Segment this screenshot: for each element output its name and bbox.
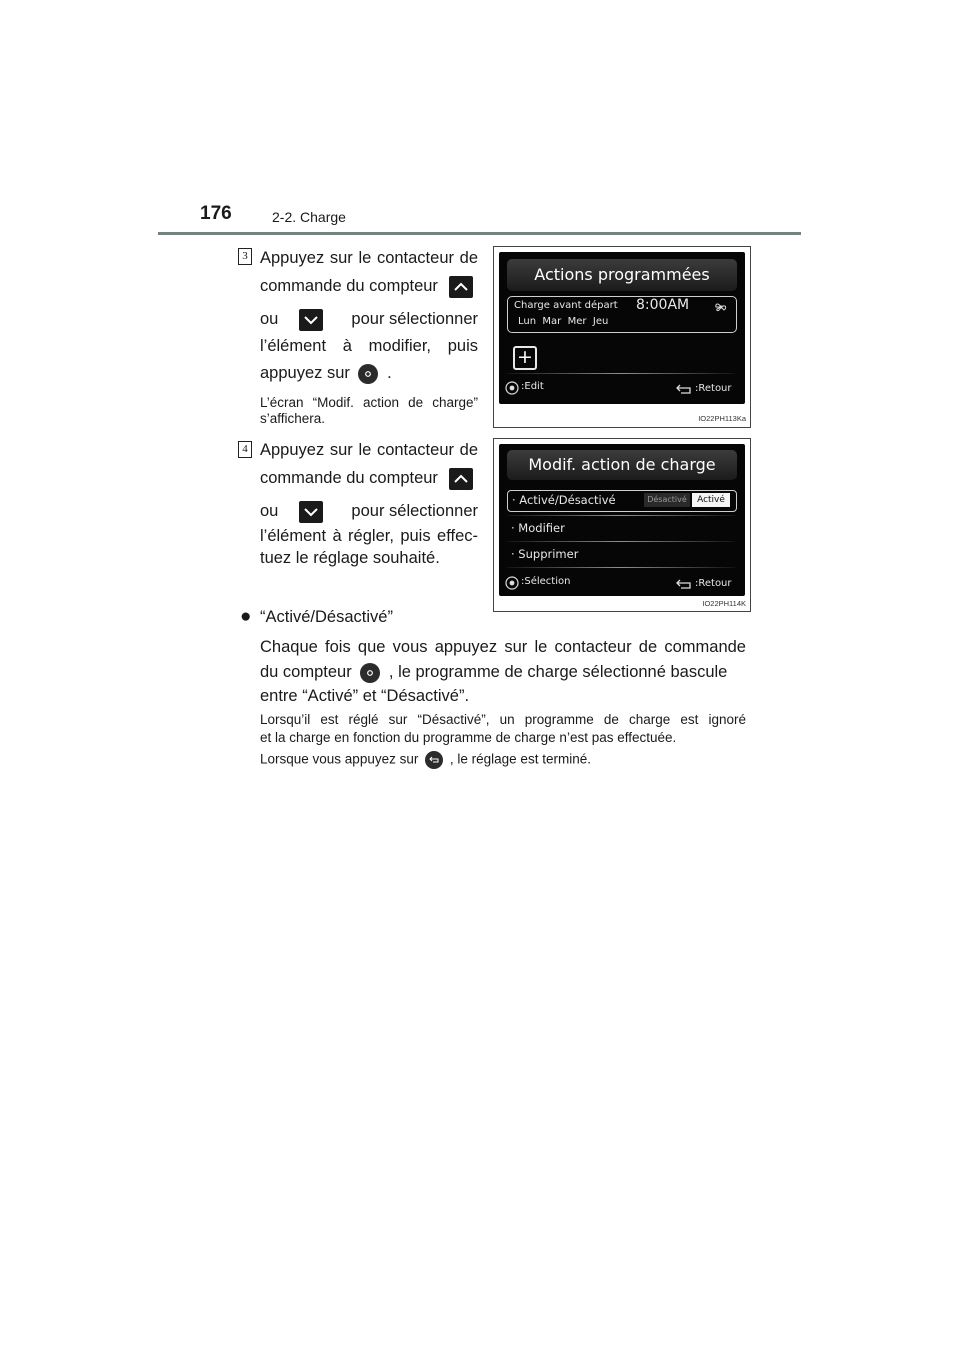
step4-line2: commande du compteur	[260, 469, 438, 487]
step4-line3-wrap	[260, 498, 478, 524]
step4-line2-wrap	[260, 465, 478, 491]
step3-line1: Appuyez sur le contacteur de	[260, 249, 478, 267]
step4-line3-rest: pour sélectionner	[351, 502, 478, 520]
section-title: 2-2. Charge	[272, 209, 346, 225]
enter-button-icon	[360, 663, 380, 683]
screen-modif-action-de-charge	[493, 438, 751, 612]
screen1-dial-icon	[505, 381, 519, 395]
menu-item-active-label: · Activé/Désactivé	[512, 493, 616, 507]
screen1-back-arrow-icon	[674, 383, 694, 395]
bullet-note1-line1: Lorsqu’il est réglé sur “Désactivé”, un programme de charge est ignoré	[260, 712, 746, 727]
bullet-para-line3: entre “Activé” et “Désactivé”.	[260, 687, 470, 705]
step3-line3-or: ou	[260, 310, 279, 328]
screen1-image-code: IO22PH113Ka	[698, 414, 746, 423]
menu-item-supprimer[interactable]: · Supprimer	[511, 547, 579, 561]
fan-icon	[712, 300, 730, 314]
screen1-display	[499, 252, 745, 404]
step3-line2-wrap	[260, 273, 478, 299]
screen1-title: Actions programmées	[507, 259, 737, 291]
header-rule	[158, 232, 801, 235]
step3-line2: commande du compteur	[260, 277, 438, 295]
chevron-up-icon	[449, 468, 473, 490]
screen1-back-hint: :Retour	[695, 383, 732, 394]
step4-line1: Appuyez sur le contacteur de	[260, 441, 478, 459]
screen1-divider	[507, 373, 735, 374]
chevron-down-icon	[299, 309, 323, 331]
screen1-row-label: Charge avant départ	[514, 300, 618, 311]
screen2-divider-1	[507, 515, 735, 516]
screen2-dial-icon	[505, 576, 519, 590]
bullet-para-line1: Chaque fois que vous appuyez sur le contacteur de commande	[260, 638, 746, 656]
screen-actions-programmees	[493, 246, 751, 428]
step4-line3-or: ou	[260, 502, 279, 520]
step-number-4: 4	[238, 441, 252, 458]
step3-line3-wrap	[260, 306, 478, 332]
bullet-marker: ●	[240, 606, 252, 627]
chevron-down-icon	[299, 501, 323, 523]
step4-line5: tuez le réglage souhaité.	[260, 549, 440, 567]
back-button-icon	[425, 751, 443, 769]
step-number-3: 3	[238, 248, 252, 265]
screen1-edit-hint: :Edit	[521, 381, 544, 392]
step3-note-wrap	[260, 395, 478, 427]
bullet-note1-line2: et la charge en fonction du programme de charge n’est pas effectuée.	[260, 730, 677, 745]
bullet-heading: “Activé/Désactivé”	[260, 608, 393, 626]
screen2-divider-2	[507, 541, 735, 542]
step3-line5-end: .	[387, 364, 392, 382]
step3-line5: appuyez sur	[260, 364, 350, 382]
bullet-para-line2-a: du compteur	[260, 663, 352, 681]
bullet-para-line2-b: , le programme de charge sélectionné bascule	[388, 663, 728, 681]
toggle-on-option[interactable]: Activé	[692, 493, 730, 507]
bullet-note2-wrap	[260, 751, 591, 769]
step4-line4: l’élément à régler, puis effec-	[260, 527, 478, 545]
screen2-back-hint: :Retour	[695, 578, 732, 589]
screen2-select-hint: :Sélection	[521, 576, 571, 587]
screen1-program-row[interactable]	[507, 296, 737, 333]
step3-line3-rest: pour sélectionner	[351, 310, 478, 328]
screen2-display	[499, 444, 745, 596]
step3-line5-wrap	[260, 360, 478, 386]
screen2-image-code: IO22PH114K	[702, 599, 746, 608]
screen2-title: Modif. action de charge	[507, 450, 737, 480]
screen2-back-arrow-icon	[674, 578, 694, 590]
toggle-off-option[interactable]: Désactivé	[644, 493, 690, 507]
step3-line4: l’élément à modifier, puis	[260, 337, 478, 355]
screen2-divider-3	[507, 567, 735, 568]
add-button[interactable]: +	[513, 346, 537, 370]
screen1-row-days: Lun Mar Mer Jeu	[518, 316, 609, 327]
step3-note: L’écran “Modif. action de charge” s’affichera.	[260, 395, 478, 426]
page-number: 176	[200, 203, 232, 224]
bullet-para-line2-wrap	[260, 659, 746, 685]
menu-item-modifier[interactable]: · Modifier	[511, 521, 565, 535]
menu-item-active-toggle[interactable]	[507, 490, 737, 512]
chevron-up-icon	[449, 276, 473, 298]
enter-button-icon	[358, 364, 378, 384]
bullet-note2-a: Lorsque vous appuyez sur	[260, 751, 419, 767]
bullet-note2-b: , le réglage est terminé.	[449, 751, 591, 767]
screen1-row-time: 8:00AM	[636, 297, 690, 313]
